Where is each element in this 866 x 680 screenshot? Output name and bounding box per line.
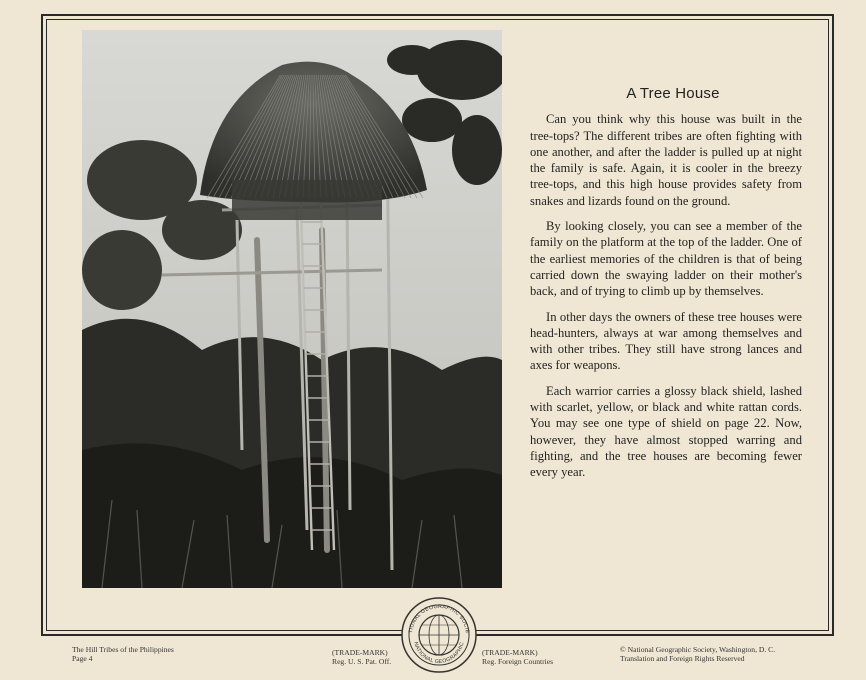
trademark-reg: Reg. Foreign Countries [482,657,554,666]
trademark-label: (TRADE-MARK) [332,648,388,657]
trademark-us [332,648,391,666]
tree-house-photo [82,30,502,588]
article-text [530,86,802,490]
page-number: Page 4 [72,654,93,663]
seal-bottom-text: NATIONAL GEOGRAPHIC [412,641,466,666]
book-title: The Hill Tribes of the Philippines [72,645,174,654]
trademark-label: (TRADE-MARK) [482,648,538,657]
paragraph: Can you think why this house was built in the tree-tops? The different tribes are often fighting with one another, and after the ladder is pulled up at night the family is safe. Again, it is cooler in the breezy tree-tops, and this high house provides safety from snakes and lizards found on the ground. [530,112,802,208]
trademark-foreign [482,648,553,666]
rights-line: Translation and Foreign Rights Reserved [620,654,745,663]
copyright [620,645,775,663]
seal-top-text: TIONAL GEOGRAPHIC SOCIE [408,603,471,634]
paragraph: Each warrior carries a glossy black shield, lashed with scarlet, yellow, or black and white rattan cords. You may see one type of shield on page 22. Now, however, they have almost stopped warring and fighting, and the tree houses are becoming fewer every year. [530,383,802,480]
copyright-line: © National Geographic Society, Washington, D. C. [620,645,776,654]
paragraph: By looking closely, you can see a member of the family on the platform at the top of the ladder. One of the earliest memories of the children is that of being carried down the swaying ladder on their mother's back, and of trying to climb up by themselves. [530,219,802,299]
article-title: A Tree House [626,85,720,102]
footer-left [72,645,174,663]
globe-seal-icon [400,596,478,674]
trademark-reg: Reg. U. S. Pat. Off. [332,657,392,666]
paragraph: In other days the owners of these tree houses were head-hunters, always at war among themselves and with other tribes. They still have strong lances and axes for weapons. [530,309,802,373]
